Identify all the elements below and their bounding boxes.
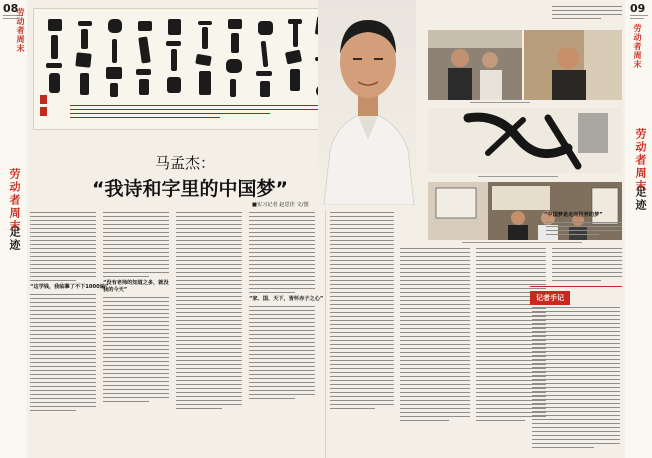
editor-note-text (532, 307, 620, 451)
photo-caption-1 (470, 102, 530, 103)
page-gutter (325, 210, 326, 458)
editor-note-title: 记者手记 (530, 291, 570, 305)
photo-portrait-pair (428, 30, 522, 100)
photo-caption-3 (462, 242, 582, 243)
article-headline: “我诗和字里的中国梦” (92, 178, 288, 200)
photo-portrait-single (524, 30, 622, 100)
subhead-3: “家、国、天下，皆怀赤子之心” (249, 296, 324, 302)
subhead-2: “没有老师的知道之多，就没我的今天” (103, 280, 169, 293)
text-column-6 (400, 248, 470, 424)
article-kicker: 马孟杰： (155, 154, 216, 172)
photo-caption-2 (478, 176, 558, 177)
artwork-caption (70, 105, 320, 118)
photo-calligraphy-closeup (428, 108, 622, 173)
text-column-1 (30, 212, 109, 414)
text-column-2 (103, 212, 169, 405)
right-section-label: 劳动者周末 (634, 128, 647, 193)
calligraphy-artwork (33, 8, 337, 130)
calligraphy-seal (40, 95, 47, 104)
text-column-5 (330, 212, 394, 412)
right-column-name: 足迹 (634, 186, 647, 212)
left-column-name: 足迹 (8, 226, 21, 252)
subhead-4: “中国梦是走向世界的梦” (544, 212, 603, 218)
text-column-4 (249, 212, 324, 402)
subhead-1: “这学钱，我临摹了不下1000遍” (30, 284, 109, 290)
calligraphy-seal-2 (40, 107, 47, 116)
left-masthead: 劳动者周末 (16, 8, 25, 53)
text-column-9 (552, 248, 622, 284)
text-column-3 (176, 212, 242, 412)
text-column-8 (552, 6, 622, 22)
right-page-number: 09 (630, 2, 646, 15)
editor-note-box (530, 286, 622, 457)
right-masthead: 劳动者周末 (633, 24, 642, 69)
portrait-photo (318, 0, 416, 205)
left-section-label: 劳动者周末 (8, 168, 21, 233)
text-column-10 (546, 222, 622, 238)
article-byline: ■实习记者 赵思佳 文/图 (252, 202, 309, 208)
right-page-date-2 (630, 18, 644, 19)
left-page-number: 08 (3, 2, 19, 15)
right-page-date (630, 15, 648, 16)
